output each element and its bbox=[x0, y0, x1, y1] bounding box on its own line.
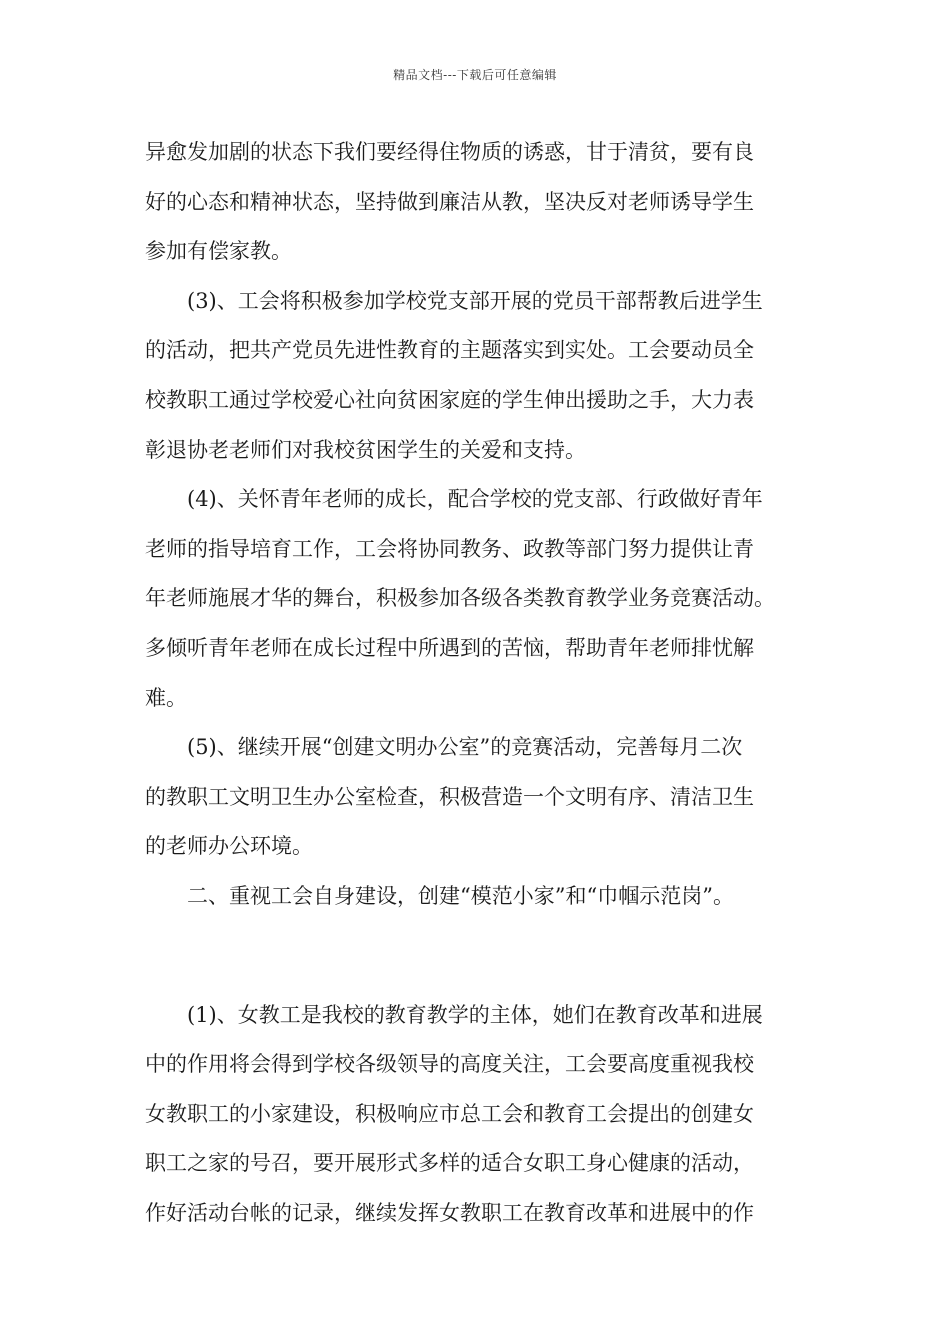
text-line: 异愈发加剧的状态下我们要经得住物质的诱惑，甘于清贫，要有良 bbox=[145, 140, 754, 164]
text-line: 中的作用将会得到学校各级领导的高度关注，工会要高度重视我校 bbox=[145, 1052, 754, 1077]
section-heading bbox=[145, 872, 815, 922]
text-line: (1)、女教工是我校的教育教学的主体，她们在教育改革和进展 bbox=[145, 1002, 763, 1027]
text-line: (5)、继续开展“创建文明办公室”的竞赛活动，完善每月二次 bbox=[145, 735, 743, 760]
text-line: 老师的指导培育工作，工会将协同教务、政教等部门努力提供让青 bbox=[145, 536, 754, 561]
paragraph bbox=[145, 723, 815, 872]
text-line: 彰退协老老师们对我校贫困学生的关爱和支持。 bbox=[145, 437, 586, 462]
text-line: 职工之家的号召，要开展形式多样的适合女职工身心健康的活动， bbox=[145, 1151, 754, 1176]
text-line: 多倾听青年老师在成长过程中所遇到的苦恼，帮助青年老师排忧解 bbox=[145, 635, 754, 660]
paragraph bbox=[145, 991, 815, 1239]
paragraph bbox=[145, 475, 815, 723]
page-header: 精品文档---下载后可任意编辑 bbox=[393, 68, 557, 82]
text-line: 参加有偿家教。 bbox=[145, 239, 292, 264]
text-line: 年老师施展才华的舞台，积极参加各级各类教育教学业务竞赛活动。 bbox=[145, 586, 775, 611]
text-line: 好的心态和精神状态，坚持做到廉洁从教，坚决反对老师诱导学生 bbox=[145, 189, 754, 214]
text-line: 难。 bbox=[145, 685, 187, 710]
text-line: 的老师办公环境。 bbox=[145, 834, 313, 859]
text-line: (4)、关怀青年老师的成长，配合学校的党支部、行政做好青年 bbox=[145, 487, 763, 512]
blank-gap bbox=[145, 922, 815, 991]
text-line: 作好活动台帐的记录，继续发挥女教职工在教育改革和进展中的作 bbox=[145, 1200, 754, 1225]
document-body bbox=[145, 128, 815, 1238]
paragraph bbox=[145, 128, 815, 277]
paragraph bbox=[145, 277, 815, 475]
text-line: 的教职工文明卫生办公室检查，积极营造一个文明有序、清洁卫生 bbox=[145, 784, 754, 809]
text-line: 校教职工通过学校爱心社向贫困家庭的学生伸出援助之手，大力表 bbox=[145, 387, 754, 412]
text-line: (3)、工会将积极参加学校党支部开展的党员干部帮教后进学生 bbox=[145, 288, 763, 313]
text-line: 女教职工的小家建设，积极响应市总工会和教育工会提出的创建女 bbox=[145, 1101, 754, 1126]
heading-line: 二、重视工会自身建设，创建“模范小家”和“巾帼示范岗”。 bbox=[145, 883, 734, 908]
text-line: 的活动，把共产党员先进性教育的主题落实到实处。工会要动员全 bbox=[145, 338, 754, 363]
